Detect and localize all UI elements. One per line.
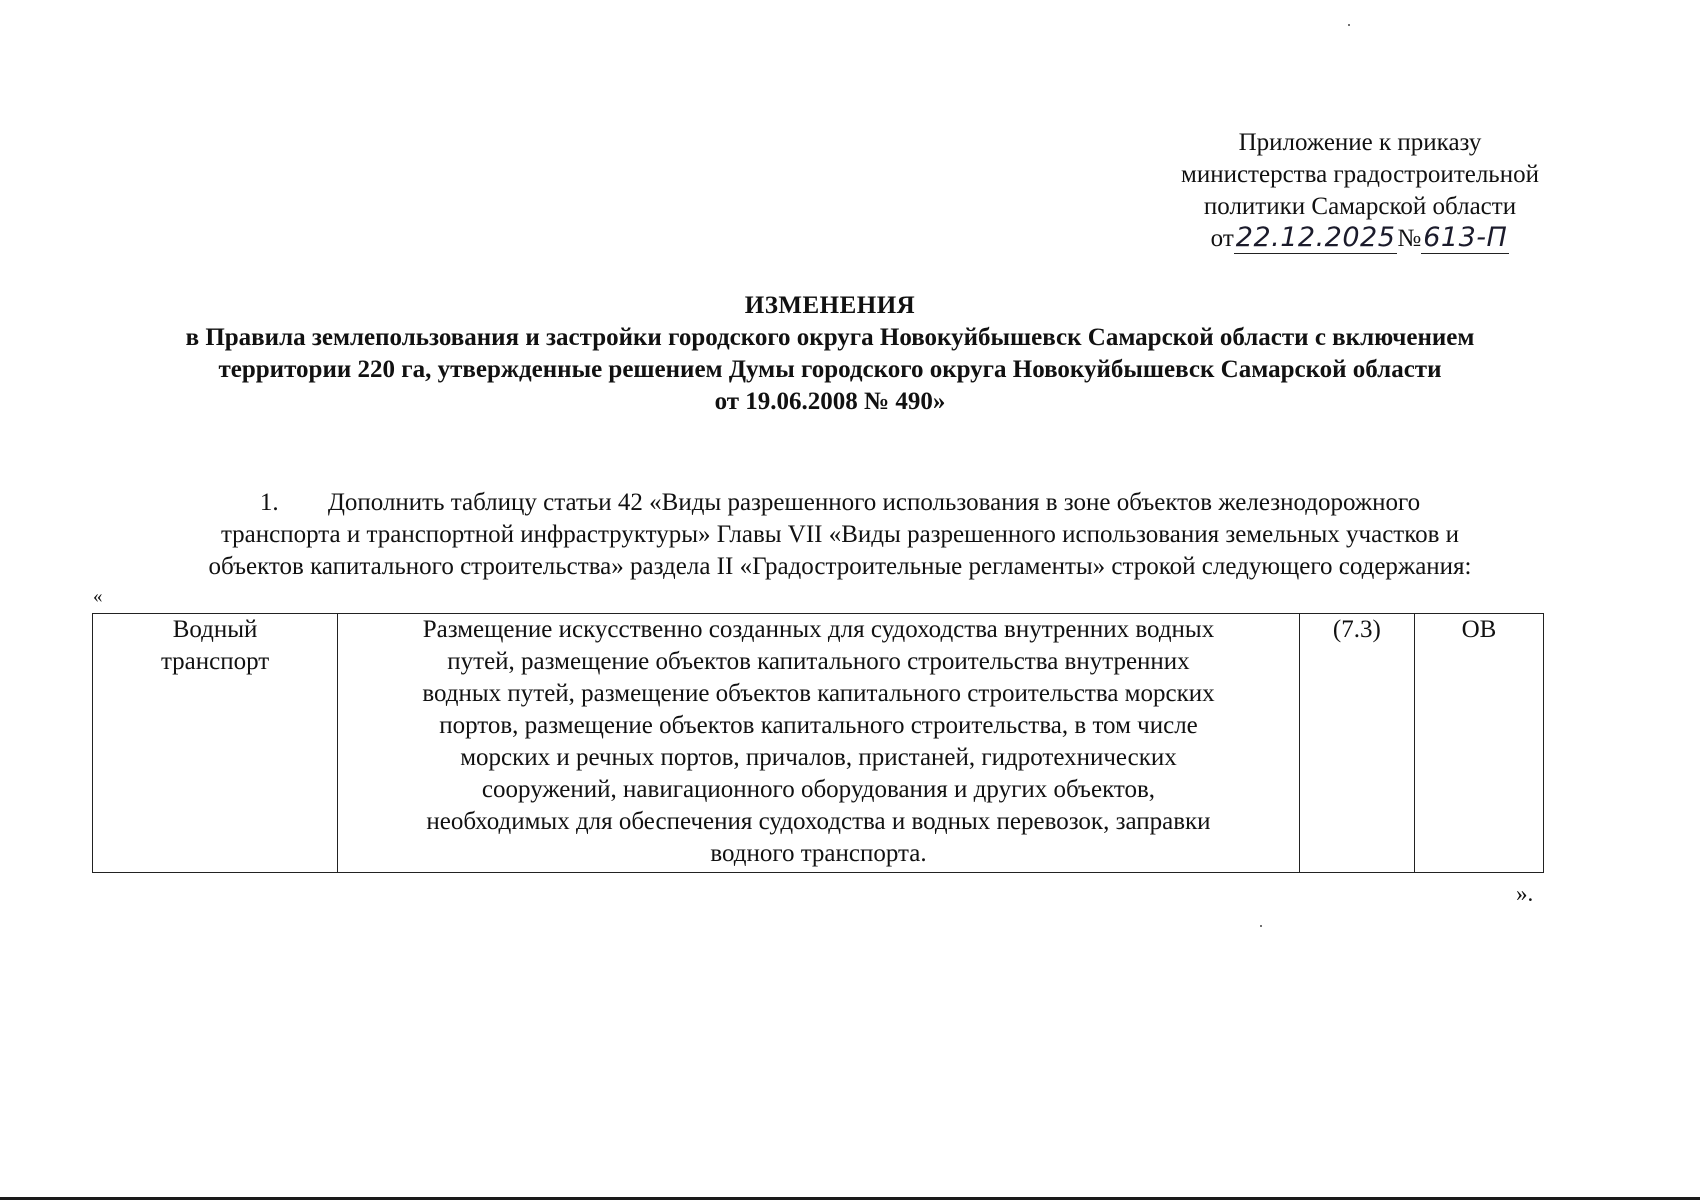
handwritten-order-number: 613-П bbox=[1423, 222, 1508, 253]
description-line: необходимых для обеспечения судоходства и водных перевозок, заправки bbox=[426, 808, 1211, 835]
description-line: путей, размещение объектов капитального строительства внутренних bbox=[447, 648, 1190, 675]
title-line-1: в Правила землепользования и застройки городского округа Новокуйбышевск Самарской области с включением bbox=[185, 324, 1475, 351]
closing-quote: ». bbox=[1516, 881, 1534, 906]
use-type-cell bbox=[93, 614, 338, 873]
land-use-table bbox=[92, 613, 1544, 873]
paragraph-line-1 bbox=[95, 487, 1585, 519]
description-line: водного транспорта. bbox=[710, 840, 927, 867]
date-prefix: от bbox=[1210, 225, 1234, 252]
paragraph-line-2: транспорта и транспортной инфраструктуры» Главы VII «Виды разрешенного использования земельных участков и bbox=[220, 521, 1460, 548]
paragraph-line-1-text: Дополнить таблицу статьи 42 «Виды разрешенного использования в зоне объектов железнодорожного bbox=[327, 489, 1421, 516]
description-cell bbox=[338, 614, 1300, 873]
zone-code-cell: ОВ bbox=[1414, 614, 1543, 873]
description-line: морских и речных портов, причалов, пристаней, гидротехнических bbox=[460, 744, 1177, 771]
order-date-number-line bbox=[1150, 223, 1570, 255]
title-line-3: от 19.06.2008 № 490» bbox=[714, 388, 946, 415]
description-line: сооружений, навигационного оборудования и других объектов, bbox=[481, 776, 1156, 803]
title-line-2: территории 220 га, утвержденные решением Думы городского округа Новокуйбышевск Самарской области bbox=[218, 356, 1442, 383]
use-type-line-2: транспорт bbox=[160, 648, 270, 675]
description-line: Размещение искусственно созданных для судоходства внутренних водных bbox=[422, 616, 1215, 643]
table-row bbox=[93, 614, 1544, 873]
attachment-line-3: политики Самарской области bbox=[1203, 193, 1517, 220]
opening-quote: « bbox=[93, 586, 103, 607]
number-prefix: № bbox=[1397, 225, 1422, 252]
attachment-line-1: Приложение к приказу bbox=[1238, 129, 1482, 156]
use-type-line-1: Водный bbox=[172, 616, 258, 643]
paragraph-number: 1. bbox=[259, 489, 279, 516]
document-title bbox=[80, 290, 1580, 418]
attachment-line-2: министерства градостроительной bbox=[1181, 161, 1539, 188]
scan-speck bbox=[1260, 925, 1262, 927]
paragraph-1 bbox=[95, 487, 1585, 583]
handwritten-date: 22.12.2025 bbox=[1235, 222, 1396, 253]
title-heading: ИЗМЕНЕНИЯ bbox=[744, 292, 916, 319]
description-line: портов, размещение объектов капитального строительства, в том числе bbox=[439, 712, 1198, 739]
description-line: водных путей, размещение объектов капитального строительства морских bbox=[422, 680, 1215, 707]
attachment-block bbox=[1150, 127, 1570, 255]
classifier-code-cell: (7.3) bbox=[1299, 614, 1414, 873]
paragraph-line-3: объектов капитального строительства» раздела II «Градостроительные регламенты» строкой следующего содержания: bbox=[208, 553, 1472, 580]
scan-speck bbox=[1348, 24, 1350, 26]
